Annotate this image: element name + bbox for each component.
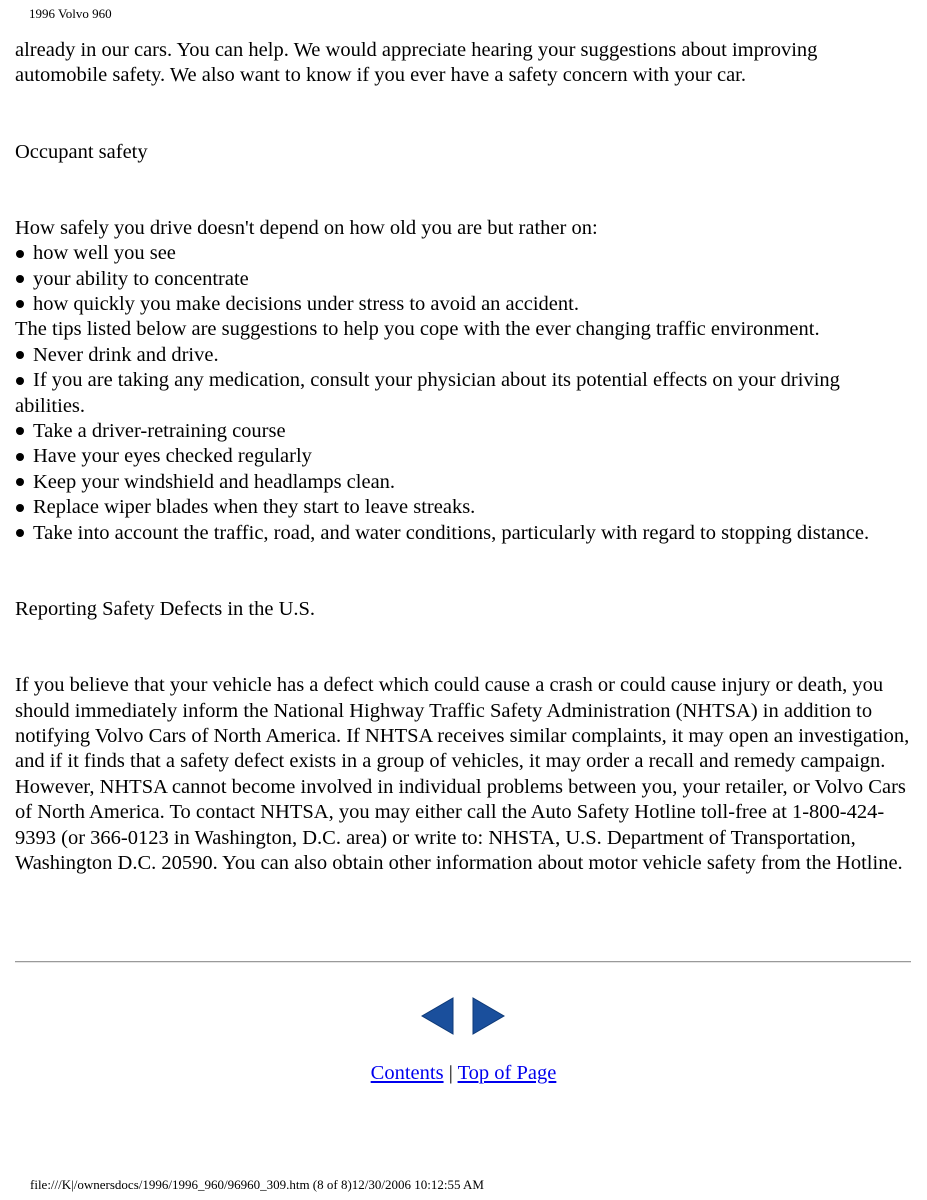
bullet-icon [16,275,24,283]
list-item-text: Keep your windshield and headlamps clean. [33,470,396,493]
spacer [15,546,915,597]
spacer [15,622,915,673]
list-item-text: how well you see [33,242,176,265]
section-heading-occupant-safety: Occupant safety [15,140,148,163]
defects-body: If you believe that your vehicle has a defect which could cause a crash or could cause injury or death, you should immediately inform the National Highway Traffic Safety Administration (NHTSA) in addition to notifying Volvo Cars of North America. If NHTSA receives similar complaints, it may open an investigation, and if it finds that a safety defect exists in a group of vehicles, it may order a recall and remedy campaign. However, NHTSA cannot become involved in individual problems between you, your retailer, or Volvo Cars of North America. To contact NHTSA, you may either call the Auto Safety Hotline toll-free at 1-800-424-9393 (or 366-0123 in Washington, D.C. area) or write to: NHSTA, U.S. Department of Transportation, Washington D.C. 20590. You can also obtain other information about motor vehicle safety from the Hotline. [15,674,910,874]
footer-file-path: file:///K|/ownersdocs/1996/1996_960/96960_309.htm (8 of 8)12/30/2006 10:12:55 AM [30,1177,484,1192]
page-navigation-arrows [421,997,507,1035]
right-arrow-icon[interactable] [471,997,505,1040]
list-item-text: Replace wiper blades when they start to leave streaks. [33,496,476,519]
tips-intro: The tips listed below are suggestions to help you cope with the ever changing traffic environment. [15,318,820,341]
list-item-text: Take into account the traffic, road, and water conditions, particularly with regard to stopping distance. [33,521,870,544]
top-of-page-link[interactable]: Top of Page [457,1062,557,1084]
spacer [15,89,915,140]
left-arrow-shape [422,998,453,1034]
list-item [15,419,915,444]
occupant-safety-lead: How safely you drive doesn't depend on how old you are but rather on: [15,216,598,239]
bullet-icon [16,427,24,435]
bullet-icon [16,453,24,461]
list-item [15,267,915,292]
bullet-icon [16,250,24,258]
list-item-text: Have your eyes checked regularly [33,445,312,468]
bullet-icon [16,377,24,385]
intro-line-2: automobile safety. We also want to know if you ever have a safety concern with your car. [15,64,746,87]
bullet-icon [16,529,24,537]
bullet-icon [16,351,24,359]
list-item-text: If you are taking any medication, consult your physician about its potential effects on your driving abilities. [15,369,840,417]
list-item-text: your ability to concentrate [33,267,249,290]
horizontal-divider [15,961,911,963]
footer-links [0,1061,927,1086]
bullet-icon [16,478,24,486]
contents-link[interactable]: Contents [370,1062,444,1084]
list-item-text: Take a driver-retraining course [33,420,286,443]
list-item [15,368,915,419]
list-item-text: Never drink and drive. [33,343,219,366]
list-item [15,444,915,469]
list-item [15,292,915,317]
page-header-title: 1996 Volvo 960 [29,6,112,21]
spacer [15,165,915,216]
bullet-icon [16,504,24,512]
list-item-text: how quickly you make decisions under stress to avoid an accident. [33,293,579,316]
list-item [15,495,915,520]
list-item [15,470,915,495]
page-content [15,38,915,876]
bullet-icon [16,300,24,308]
list-item [15,241,915,266]
intro-line-1: already in our cars. You can help. We would appreciate hearing your suggestions about improving [15,39,818,61]
right-arrow-shape [473,998,504,1034]
section-heading-defects: Reporting Safety Defects in the U.S. [15,597,316,620]
list-item [15,343,915,368]
link-separator: | [448,1062,453,1084]
list-item [15,521,915,546]
left-arrow-icon[interactable] [421,997,455,1040]
